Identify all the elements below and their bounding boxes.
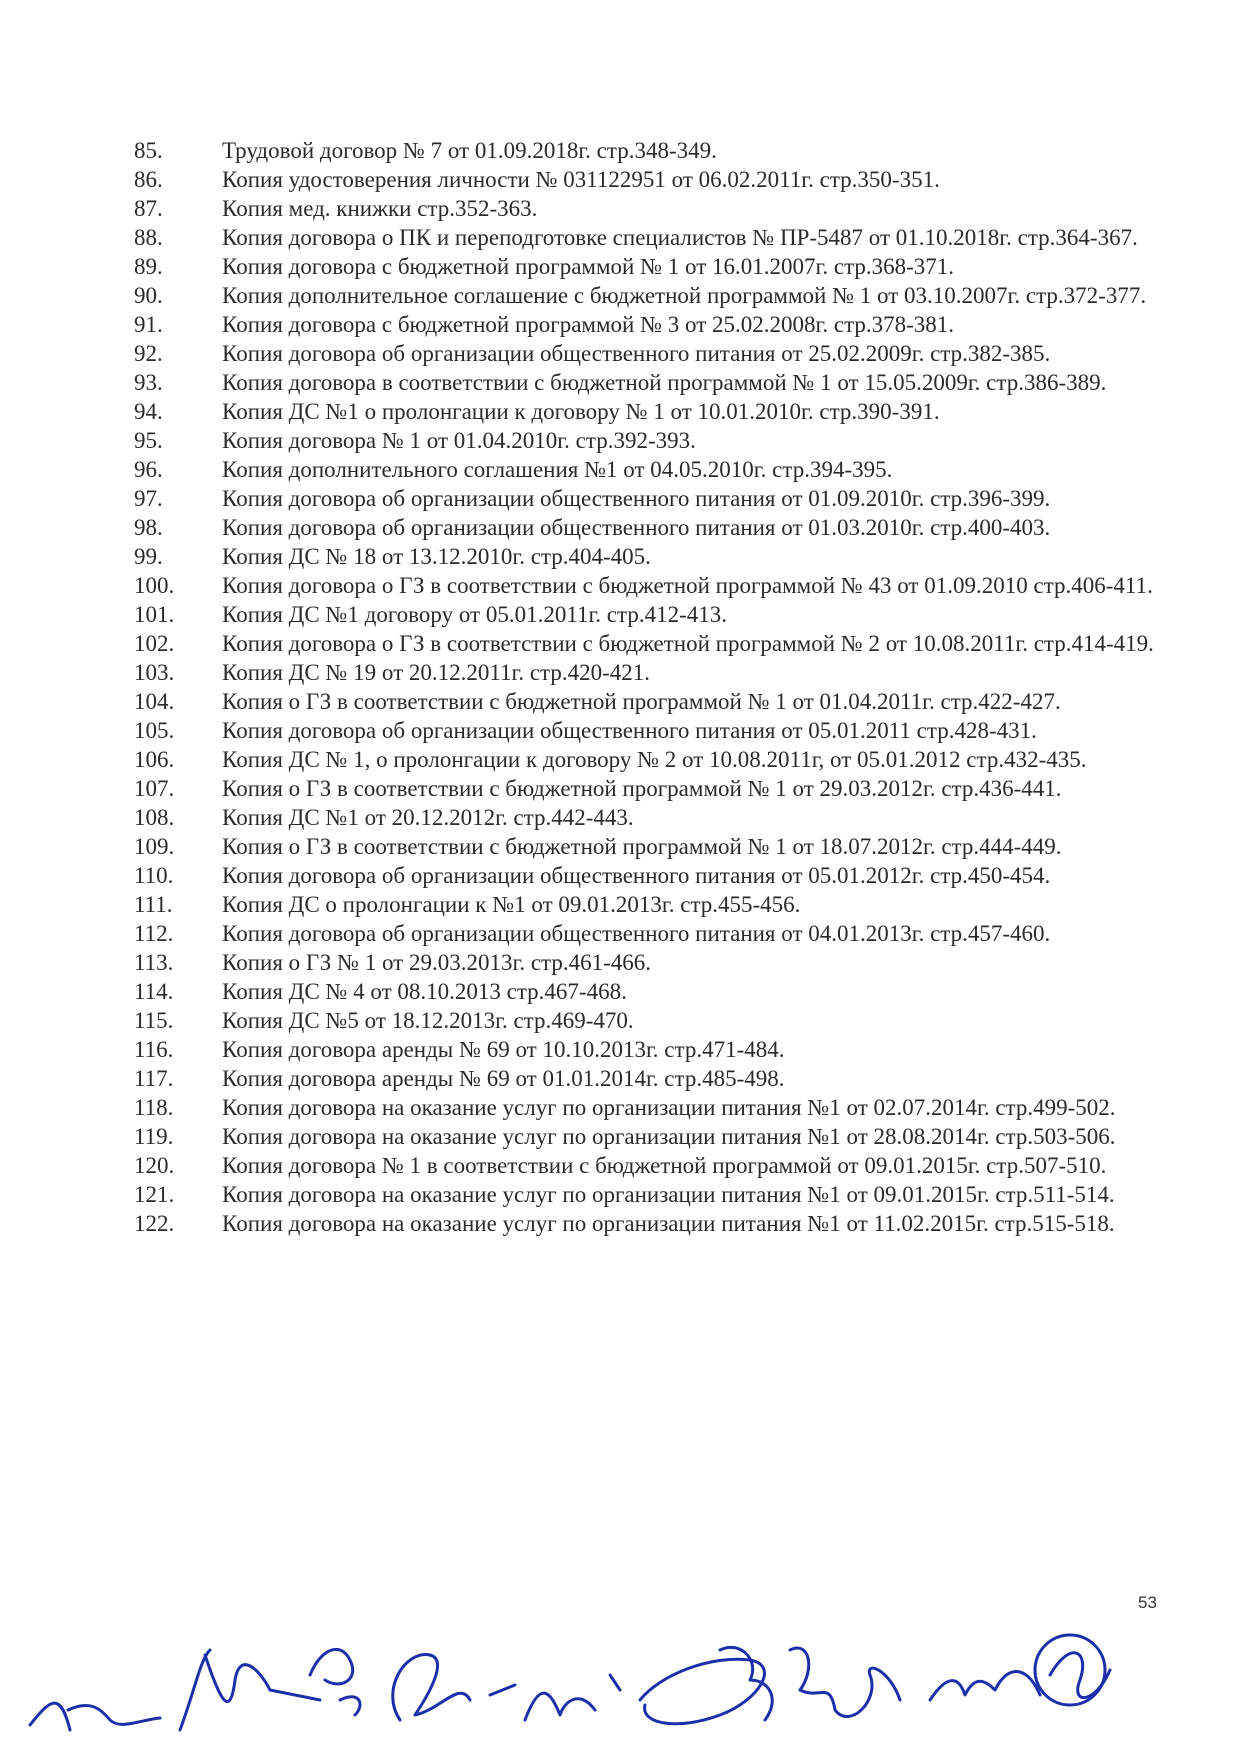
item-number: 91. xyxy=(134,312,163,337)
item-text: Копия дополнительное соглашение с бюджетной программой № 1 от 03.10.2007г. стр.372-377. xyxy=(222,283,1147,308)
list-item xyxy=(134,310,1158,339)
list-item xyxy=(134,774,1158,803)
list-item xyxy=(134,455,1158,484)
list-item xyxy=(134,832,1158,861)
list-item xyxy=(134,571,1158,600)
list-item xyxy=(134,1093,1158,1122)
page-number: 53 xyxy=(1138,1593,1157,1612)
item-number: 113. xyxy=(134,950,174,975)
item-text: Копия удостоверения личности № 031122951 от 06.02.2011г. стр.350-351. xyxy=(222,167,940,192)
item-number: 96. xyxy=(134,457,163,482)
list-item xyxy=(134,1209,1158,1238)
item-text: Копия договора об организации общественного питания от 05.01.2011 стр.428-431. xyxy=(222,718,1037,743)
list-item xyxy=(134,658,1158,687)
list-item xyxy=(134,890,1158,919)
item-text: Копия ДС №1 о пролонгации к договору № 1 от 10.01.2010г. стр.390-391. xyxy=(222,399,940,424)
list-item xyxy=(134,1180,1158,1209)
item-number: 86. xyxy=(134,167,163,192)
item-text: Копия договора аренды № 69 от 01.01.2014г. стр.485-498. xyxy=(222,1066,785,1091)
item-number: 98. xyxy=(134,515,163,540)
item-number: 114. xyxy=(134,979,174,1004)
item-number: 108. xyxy=(134,805,175,830)
signatures-area xyxy=(20,1580,1140,1740)
list-item xyxy=(134,1035,1158,1064)
list-item xyxy=(134,803,1158,832)
document-list xyxy=(134,136,1158,1238)
item-number: 120. xyxy=(134,1153,175,1178)
list-item xyxy=(134,484,1158,513)
item-text: Копия ДС №1 договору от 05.01.2011г. стр.412-413. xyxy=(222,602,728,627)
item-number: 116. xyxy=(134,1037,174,1062)
list-item xyxy=(134,919,1158,948)
item-text: Копия договора о ГЗ в соответствии с бюджетной программой № 43 от 01.09.2010 стр.406-411. xyxy=(222,573,1153,598)
item-text: Копия договора об организации общественного питания от 05.01.2012г. стр.450-454. xyxy=(222,863,1051,888)
item-text: Копия договора об организации общественного питания от 25.02.2009г. стр.382-385. xyxy=(222,341,1051,366)
list-item xyxy=(134,397,1158,426)
item-text: Копия ДС № 19 от 20.12.2011г. стр.420-421. xyxy=(222,660,651,685)
item-text: Копия ДС № 18 от 13.12.2010г. стр.404-405. xyxy=(222,544,651,569)
list-item xyxy=(134,1006,1158,1035)
item-number: 111. xyxy=(134,892,173,917)
item-text: Копия ДС № 4 от 08.10.2013 стр.467-468. xyxy=(222,979,627,1004)
item-text: Копия договора с бюджетной программой № 1 от 16.01.2007г. стр.368-371. xyxy=(222,254,955,279)
item-text: Копия договора аренды № 69 от 10.10.2013г. стр.471-484. xyxy=(222,1037,785,1062)
list-item xyxy=(134,368,1158,397)
item-number: 106. xyxy=(134,747,175,772)
item-number: 115. xyxy=(134,1008,174,1033)
item-number: 85. xyxy=(134,138,163,163)
item-text: Копия договора № 1 от 01.04.2010г. стр.392-393. xyxy=(222,428,696,453)
item-text: Копия договора о ПК и переподготовке специалистов № ПР-5487 от 01.10.2018г. стр.364-367. xyxy=(222,225,1138,250)
item-number: 95. xyxy=(134,428,163,453)
signature-1 xyxy=(30,1703,160,1730)
signature-2 xyxy=(180,1650,320,1730)
item-text: Копия ДС №1 от 20.12.2012г. стр.442-443. xyxy=(222,805,634,830)
list-item xyxy=(134,136,1158,165)
item-number: 118. xyxy=(134,1095,174,1120)
item-text: Копия договора в соответствии с бюджетной программой № 1 от 15.05.2009г. стр.386-389. xyxy=(222,370,1107,395)
item-text: Копия договора № 1 в соответствии с бюджетной программой от 09.01.2015г. стр.507-510. xyxy=(222,1153,1107,1178)
item-number: 109. xyxy=(134,834,175,859)
handwritten-signatures xyxy=(20,1580,1140,1740)
item-number: 112. xyxy=(134,921,174,946)
list-item xyxy=(134,426,1158,455)
item-text: Копия договора на оказание услуг по организации питания №1 от 11.02.2015г. стр.515-518. xyxy=(222,1211,1115,1236)
list-item xyxy=(134,165,1158,194)
list-item xyxy=(134,977,1158,1006)
item-number: 87. xyxy=(134,196,163,221)
item-text: Копия мед. книжки стр.352-363. xyxy=(222,196,538,221)
list-item xyxy=(134,513,1158,542)
item-text: Копия договора об организации общественного питания от 01.03.2010г. стр.400-403. xyxy=(222,515,1051,540)
item-text: Копия дополнительного соглашения №1 от 04.05.2010г. стр.394-395. xyxy=(222,457,893,482)
list-item xyxy=(134,1151,1158,1180)
item-number: 92. xyxy=(134,341,163,366)
item-text: Копия ДС № 1, о пролонгации к договору № 2 от 10.08.2011г, от 05.01.2012 стр.432-435. xyxy=(222,747,1087,772)
list-item xyxy=(134,1064,1158,1093)
item-number: 89. xyxy=(134,254,163,279)
item-number: 107. xyxy=(134,776,175,801)
item-text: Копия договора на оказание услуг по организации питания №1 от 09.01.2015г. стр.511-514. xyxy=(222,1182,1115,1207)
signature-seal-stroke xyxy=(1050,1653,1110,1698)
list-item xyxy=(134,223,1158,252)
signature-5 xyxy=(640,1647,772,1723)
list-item xyxy=(134,948,1158,977)
item-number: 100. xyxy=(134,573,175,598)
signature-6 xyxy=(790,1648,900,1717)
item-number: 104. xyxy=(134,689,175,714)
item-text: Копия договора на оказание услуг по организации питания №1 от 02.07.2014г. стр.499-502. xyxy=(222,1095,1116,1120)
list-item xyxy=(134,542,1158,571)
item-text: Копия ДС №5 от 18.12.2013г. стр.469-470. xyxy=(222,1008,634,1033)
item-text: Копия о ГЗ в соответствии с бюджетной программой № 1 от 01.04.2011г. стр.422-427. xyxy=(222,689,1061,714)
list-item xyxy=(134,600,1158,629)
item-number: 103. xyxy=(134,660,175,685)
item-number: 97. xyxy=(134,486,163,511)
list-item xyxy=(134,194,1158,223)
signature-3 xyxy=(310,1649,360,1715)
item-number: 122. xyxy=(134,1211,175,1236)
item-text: Копия договора на оказание услуг по организации питания №1 от 28.08.2014г. стр.503-506. xyxy=(222,1124,1116,1149)
signature-7 xyxy=(930,1671,1040,1700)
item-text: Копия договора об организации общественного питания от 04.01.2013г. стр.457-460. xyxy=(222,921,1051,946)
list-item xyxy=(134,281,1158,310)
item-text: Копия о ГЗ в соответствии с бюджетной программой № 1 от 18.07.2012г. стр.444-449. xyxy=(222,834,1062,859)
item-number: 93. xyxy=(134,370,163,395)
item-text: Копия о ГЗ в соответствии с бюджетной программой № 1 от 29.03.2012г. стр.436-441. xyxy=(222,776,1062,801)
item-number: 90. xyxy=(134,283,163,308)
item-number: 88. xyxy=(134,225,163,250)
item-text: Копия договора с бюджетной программой № 3 от 25.02.2008г. стр.378-381. xyxy=(222,312,955,337)
list-item xyxy=(134,861,1158,890)
item-number: 101. xyxy=(134,602,175,627)
signature-4 xyxy=(393,1655,620,1720)
item-text: Копия о ГЗ № 1 от 29.03.2013г. стр.461-466. xyxy=(222,950,652,975)
item-text: Трудовой договор № 7 от 01.09.2018г. стр.348-349. xyxy=(222,138,717,163)
list-item xyxy=(134,252,1158,281)
item-number: 117. xyxy=(134,1066,174,1091)
item-text: Копия ДС о пролонгации к №1 от 09.01.2013г. стр.455-456. xyxy=(222,892,801,917)
list-item xyxy=(134,716,1158,745)
item-number: 110. xyxy=(134,863,174,888)
list-item xyxy=(134,1122,1158,1151)
item-number: 102. xyxy=(134,631,175,656)
item-number: 94. xyxy=(134,399,163,424)
list-item xyxy=(134,629,1158,658)
item-text: Копия договора о ГЗ в соответствии с бюджетной программой № 2 от 10.08.2011г. стр.414-419. xyxy=(222,631,1154,656)
list-item xyxy=(134,339,1158,368)
list-item xyxy=(134,687,1158,716)
item-text: Копия договора об организации общественного питания от 01.09.2010г. стр.396-399. xyxy=(222,486,1051,511)
item-number: 105. xyxy=(134,718,175,743)
list-item xyxy=(134,745,1158,774)
item-number: 121. xyxy=(134,1182,175,1207)
item-number: 119. xyxy=(134,1124,174,1149)
item-number: 99. xyxy=(134,544,163,569)
